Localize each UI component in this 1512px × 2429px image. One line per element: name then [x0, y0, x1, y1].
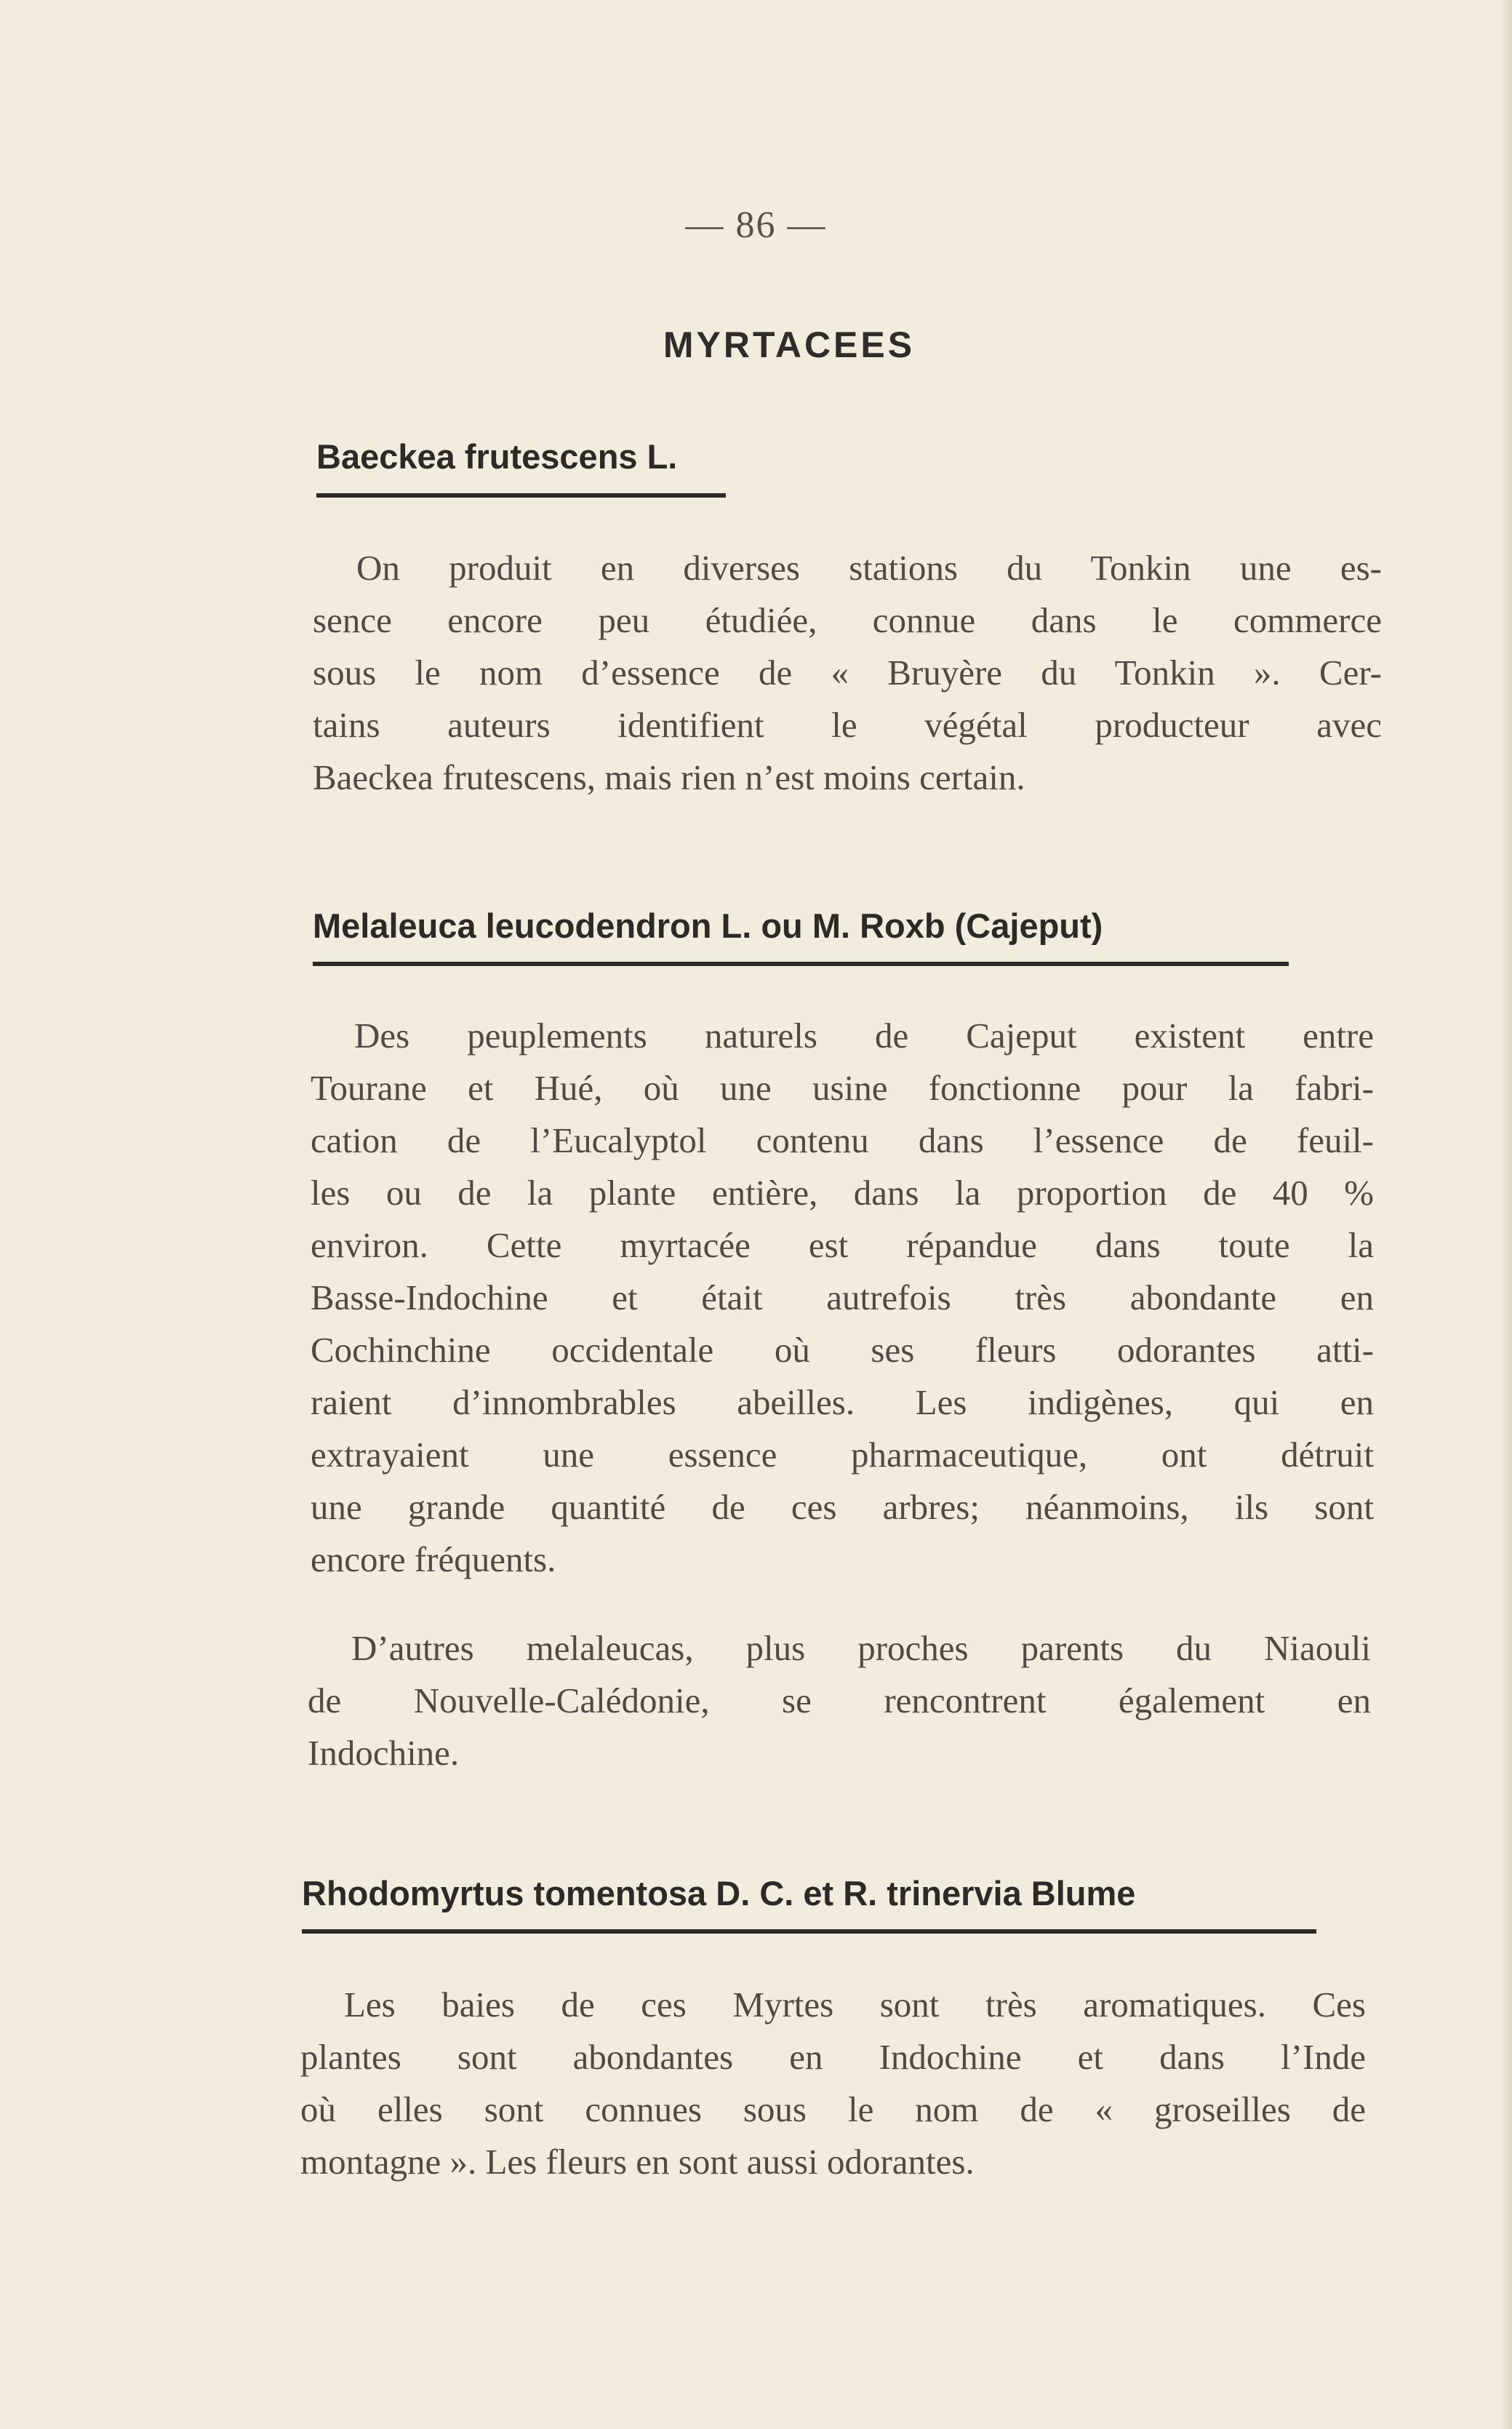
text-line: sous le nom d’essence de « Bruyère du Tonkin ». Cer-: [313, 653, 1382, 693]
heading-underline: [302, 1929, 1316, 1934]
text-line: sence encore peu étudiée, connue dans le commerce: [313, 600, 1382, 640]
heading-underline: [316, 493, 726, 498]
paragraph-melaleuca-2: [308, 1622, 1371, 1779]
text-line: les ou de la plante entière, dans la proportion de 40 %: [311, 1173, 1374, 1213]
species-heading-melaleuca: Melaleuca leucodendron L. ou M. Roxb (Cajeput): [313, 906, 1103, 945]
species-heading-rhodomyrtus: Rhodomyrtus tomentosa D. C. et R. trinervia Blume: [302, 1874, 1136, 1913]
text-line: Cochinchine occidentale où ses fleurs odorantes atti-: [311, 1330, 1374, 1370]
text-line: Basse-Indochine et était autrefois très abondante en: [311, 1277, 1374, 1317]
text-line: plantes sont abondantes en Indochine et dans l’Inde: [300, 2037, 1366, 2077]
text-line: Baeckea frutescens, mais rien n’est moins certain.: [313, 757, 1025, 797]
text-line: cation de l’Eucalyptol contenu dans l’essence de feuil-: [311, 1120, 1374, 1160]
section-title: MYRTACEES: [663, 324, 916, 365]
text-line: de Nouvelle-Calédonie, se rencontrent également en: [308, 1680, 1371, 1720]
paragraph-melaleuca-1: [311, 1010, 1374, 1586]
text-line: Tourane et Hué, où une usine fonctionne pour la fabri-: [311, 1068, 1374, 1108]
text-line: Des peuplements naturels de Cajeput existent entre: [354, 1016, 1374, 1056]
text-line: On produit en diverses stations du Tonkin une es-: [356, 548, 1382, 588]
paragraph-rhodomyrtus: [300, 1979, 1366, 2188]
text-line: raient d’innombrables abeilles. Les indigènes, qui en: [311, 1382, 1374, 1422]
species-heading-baeckea: Baeckea frutescens L.: [316, 437, 678, 476]
text-line: Les baies de ces Myrtes sont très aromatiques. Ces: [344, 1985, 1366, 2025]
text-line: une grande quantité de ces arbres; néanmoins, ils sont: [311, 1487, 1374, 1527]
text-line: où elles sont connues sous le nom de « groseilles de: [300, 2089, 1366, 2129]
text-line: Indochine.: [308, 1733, 460, 1773]
page-number: — 86 —: [685, 204, 827, 246]
paragraph-baeckea: [313, 542, 1382, 804]
text-line: tains auteurs identifient le végétal producteur avec: [313, 705, 1382, 745]
text-line: montagne ». Les fleurs en sont aussi odorantes.: [300, 2142, 975, 2182]
text-line: extrayaient une essence pharmaceutique, ont détruit: [311, 1435, 1374, 1475]
heading-underline: [313, 962, 1289, 966]
text-line: D’autres melaleucas, plus proches parents du Niaouli: [351, 1628, 1371, 1668]
text-line: environ. Cette myrtacée est répandue dans toute la: [311, 1225, 1374, 1265]
text-line: encore fréquents.: [311, 1539, 556, 1579]
